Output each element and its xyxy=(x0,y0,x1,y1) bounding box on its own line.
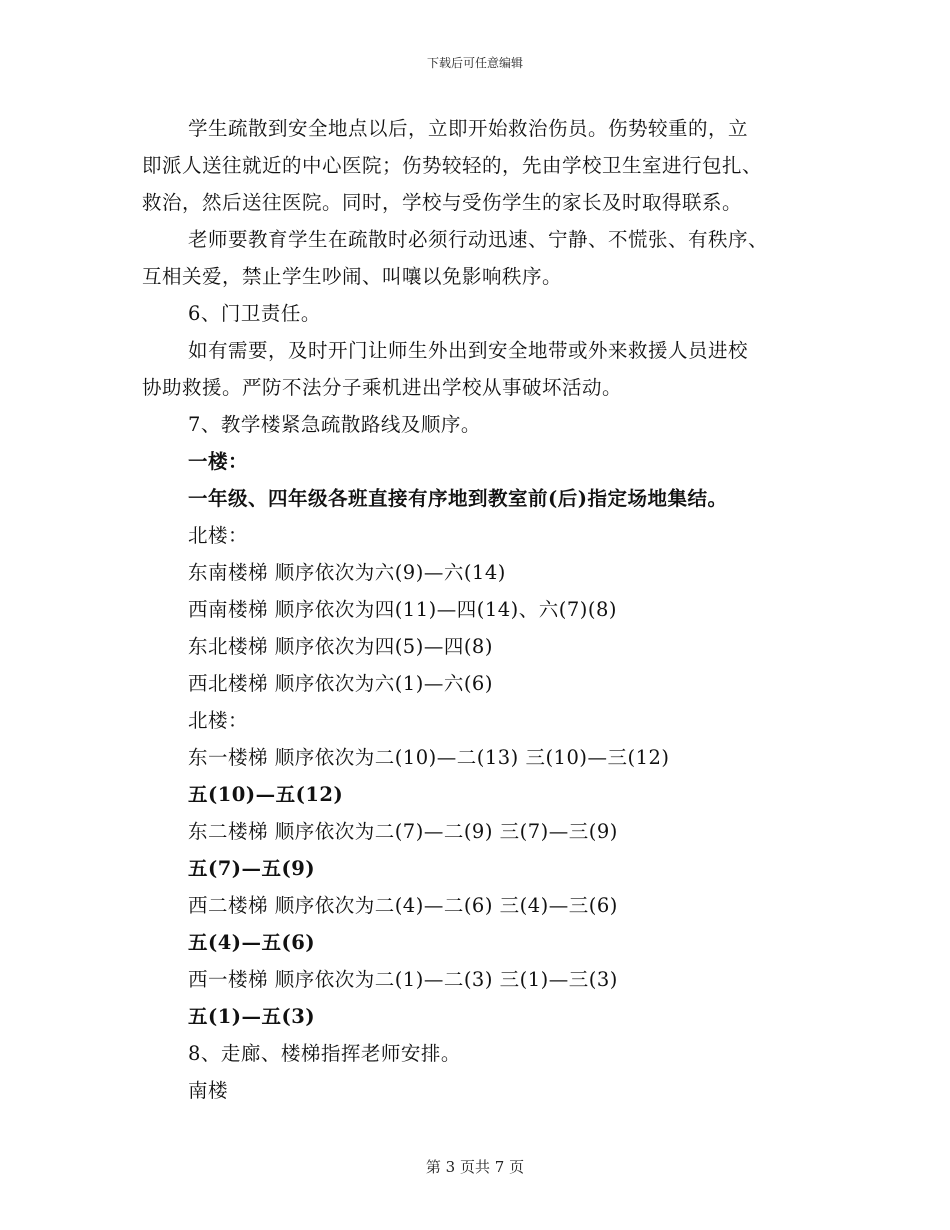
text-line: 南楼 xyxy=(188,1079,229,1102)
text-line: 五(10)—五(12) xyxy=(188,783,344,806)
text-line: 东一楼梯 顺序依次为二(10)—二(13) 三(10)—三(12) xyxy=(188,746,670,769)
text-line: 协助救援。严防不法分子乘机进出学校从事破坏活动。 xyxy=(142,376,623,399)
text-line: 西一楼梯 顺序依次为二(1)—二(3) 三(1)—三(3) xyxy=(188,968,618,991)
text-line: 五(7)—五(9) xyxy=(188,857,316,880)
page-header: 下载后可任意编辑 xyxy=(426,56,523,70)
text-line: 东二楼梯 顺序依次为二(7)—二(9) 三(7)—三(9) xyxy=(188,820,618,843)
text-line: 互相关爱，禁止学生吵闹、叫嚷以免影响秩序。 xyxy=(142,265,563,288)
text-line: 西北楼梯 顺序依次为六(1)—六(6) xyxy=(188,672,493,695)
text-line: 老师要教育学生在疏散时必须行动迅速、宁静、不慌张、有秩序、 xyxy=(188,228,769,251)
text-line: 学生疏散到安全地点以后，立即开始救治伤员。伤势较重的，立 xyxy=(188,117,749,140)
text-line: 7、教学楼紧急疏散路线及顺序。 xyxy=(188,413,481,436)
text-line: 五(1)—五(3) xyxy=(188,1005,316,1028)
text-line: 救治，然后送往医院。同时，学校与受伤学生的家长及时取得联系。 xyxy=(142,191,743,214)
text-line: 8、走廊、楼梯指挥老师安排。 xyxy=(188,1042,461,1065)
text-line: 即派人送往就近的中心医院；伤势较轻的，先由学校卫生室进行包扎、 xyxy=(142,154,763,177)
text-line: 西南楼梯 顺序依次为四(11)—四(14)、六(7)(8) xyxy=(188,598,617,621)
text-line: 如有需要，及时开门让师生外出到安全地带或外来救援人员进校 xyxy=(188,339,749,362)
document-body xyxy=(142,110,810,1109)
text-line: 东南楼梯 顺序依次为六(9)—六(14) xyxy=(188,561,506,584)
text-line: 一年级、四年级各班直接有序地到教室前(后)指定场地集结。 xyxy=(188,487,728,510)
text-line: 6、门卫责任。 xyxy=(188,302,321,325)
text-line: 一楼： xyxy=(188,450,249,473)
page-footer: 第 3 页共 7 页 xyxy=(425,1158,525,1176)
text-line: 东北楼梯 顺序依次为四(5)—四(8) xyxy=(188,635,493,658)
text-line: 五(4)—五(6) xyxy=(188,931,316,954)
text-line: 北楼： xyxy=(188,709,249,732)
text-line: 北楼： xyxy=(188,524,249,547)
text-line: 西二楼梯 顺序依次为二(4)—二(6) 三(4)—三(6) xyxy=(188,894,618,917)
